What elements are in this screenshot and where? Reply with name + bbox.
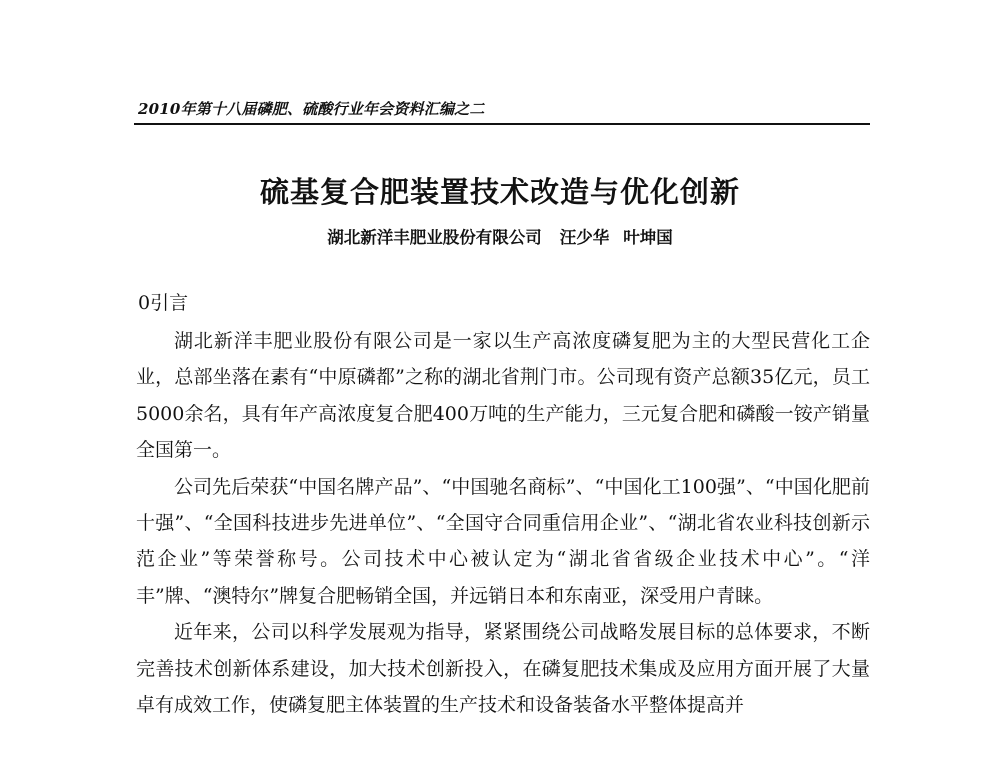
running-header: 2010年第十八届磷肥、硫酸行业年会资料汇编之二 bbox=[138, 100, 485, 118]
author-name: 叶坤国 bbox=[623, 228, 673, 247]
body-text bbox=[136, 323, 870, 724]
header-rule bbox=[134, 123, 870, 125]
author-line bbox=[0, 224, 1000, 248]
paragraph: 湖北新洋丰肥业股份有限公司是一家以生产高浓度磷复肥为主的大型民营化工企业，总部坐落在素有“中原磷都”之称的湖北省荆门市。公司现有资产总额35亿元，员工5000余名，具有年产高浓度复合肥400万吨的生产能力，三元复合肥和磷酸一铵产销量全国第一。 bbox=[136, 330, 870, 461]
section-heading: 0引言 bbox=[138, 292, 189, 314]
affiliation: 湖北新洋丰肥业股份有限公司 bbox=[327, 228, 542, 247]
author-name: 汪少华 bbox=[559, 228, 610, 247]
paragraph: 近年来，公司以科学发展观为指导，紧紧围绕公司战略发展目标的总体要求，不断完善技术创新体系建设，加大技术创新投入，在磷复肥技术集成及应用方面开展了大量卓有成效工作，使磷复肥主体装置的生产技术和设备装备水平整体提高并 bbox=[136, 621, 870, 716]
paper-title: 硫基复合肥装置技术改造与优化创新 bbox=[259, 175, 740, 209]
paragraph: 公司先后荣获“中国名牌产品”、“中国驰名商标”、“中国化工100强”、“中国化肥前十强”、“全国科技进步先进单位”、“全国守合同重信用企业”、“湖北省农业科技创新示范企业”等荣誉称号。公司技术中心被认定为“湖北省省级企业技术中心”。“洋丰”牌、“澳特尔”牌复合肥畅销全国，并远销日本和东南亚，深受用户青睐。 bbox=[136, 475, 870, 607]
